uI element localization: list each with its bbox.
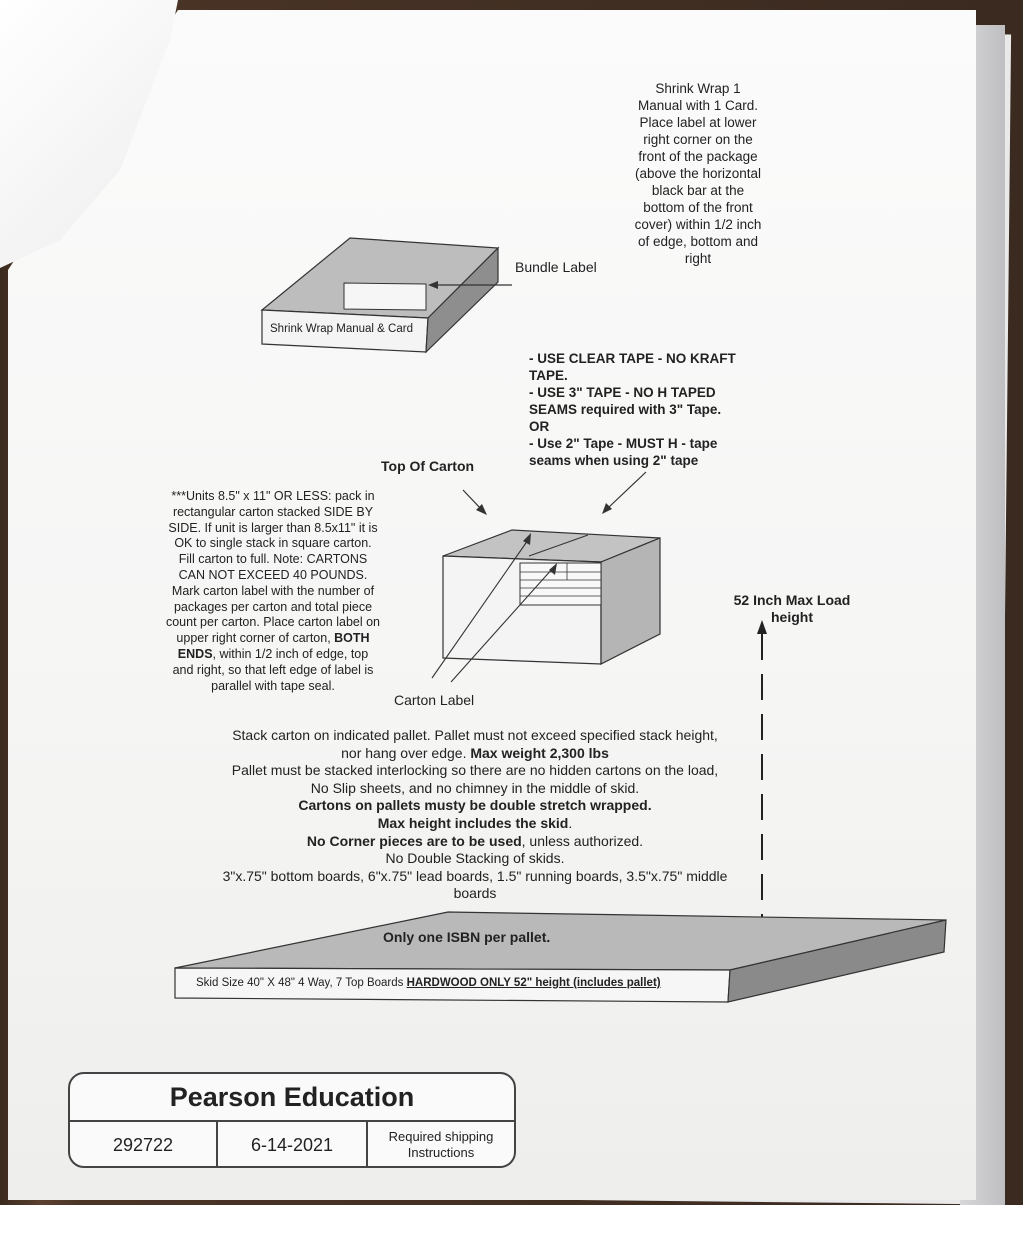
bundle-label-text: Bundle Label xyxy=(515,259,597,275)
title-block-row xyxy=(70,1120,514,1168)
stacking-instructions: Stack carton on indicated pallet. Pallet must not exceed specified stack height, nor hang over edge. Max weight 2,300 lbs Pallet must be stacked interlocking so there are no hidden cartons on the load, No Slip sheets, and no chimney in the middle of skid. Cartons on pallets musty be double stretch wrapped. Max height includes the skid. No Corner pieces are to be used, unless authorized. No Double Stacking of skids. 3"x.75" bottom boards, 6"x.75" lead boards, 1.5" running boards, 3.5"x.75" middle boards xyxy=(222,727,728,902)
max-load-height: 52 Inch Max Load height xyxy=(733,592,851,625)
document-description: Required shipping Instructions xyxy=(388,1129,494,1160)
bundle-box-label: Shrink Wrap Manual & Card xyxy=(270,323,413,335)
title-block xyxy=(68,1072,516,1168)
tape-note: - USE CLEAR TAPE - NO KRAFT TAPE. - USE 3" TAPE - NO H TAPED SEAMS required with 3" Tape. OR - Use 2" Tape - MUST H - tape seams when using 2" tape xyxy=(529,351,736,468)
carton-label-form xyxy=(520,563,601,605)
document-number: 292722 xyxy=(70,1122,218,1168)
tape-note-arrow xyxy=(602,472,646,514)
carton-box xyxy=(432,530,660,682)
top-of-carton-label: Top Of Carton xyxy=(381,458,475,474)
document-date: 6-14-2021 xyxy=(218,1122,368,1168)
carton-packing-note: ***Units 8.5" x 11" OR LESS: pack in rectangular carton stacked SIDE BY SIDE. If unit is larger than 8.5x11" it is OK to single stack in square carton. Fill carton to full. Note: CARTONS CAN NOT EXCEED 40 POUNDS. Mark carton label with the number of packages per carton and total piece count per carton. Place carton label on upper right corner of carton, BOTH ENDS, within 1/2 inch of edge, top and right, so that left edge of label is parallel with tape seal. xyxy=(165,489,381,693)
top-of-carton-arrow xyxy=(463,490,487,515)
skid-size-note: Skid Size 40" X 48" 4 Way, 7 Top Boards HARDWOOD ONLY 52" height (includes pallet) xyxy=(196,977,661,989)
shrink-wrap-note: Shrink Wrap 1 Manual with 1 Card. Place label at lower right corner on the front of the package (above the horizontal black bar at the bottom of the front cover) within 1/2 inch of edge, bottom and right xyxy=(634,81,762,266)
carton-label-text: Carton Label xyxy=(394,692,475,708)
pallet-isbn-note: Only one ISBN per pallet. xyxy=(383,929,551,945)
company-name: Pearson Education xyxy=(169,1082,415,1112)
